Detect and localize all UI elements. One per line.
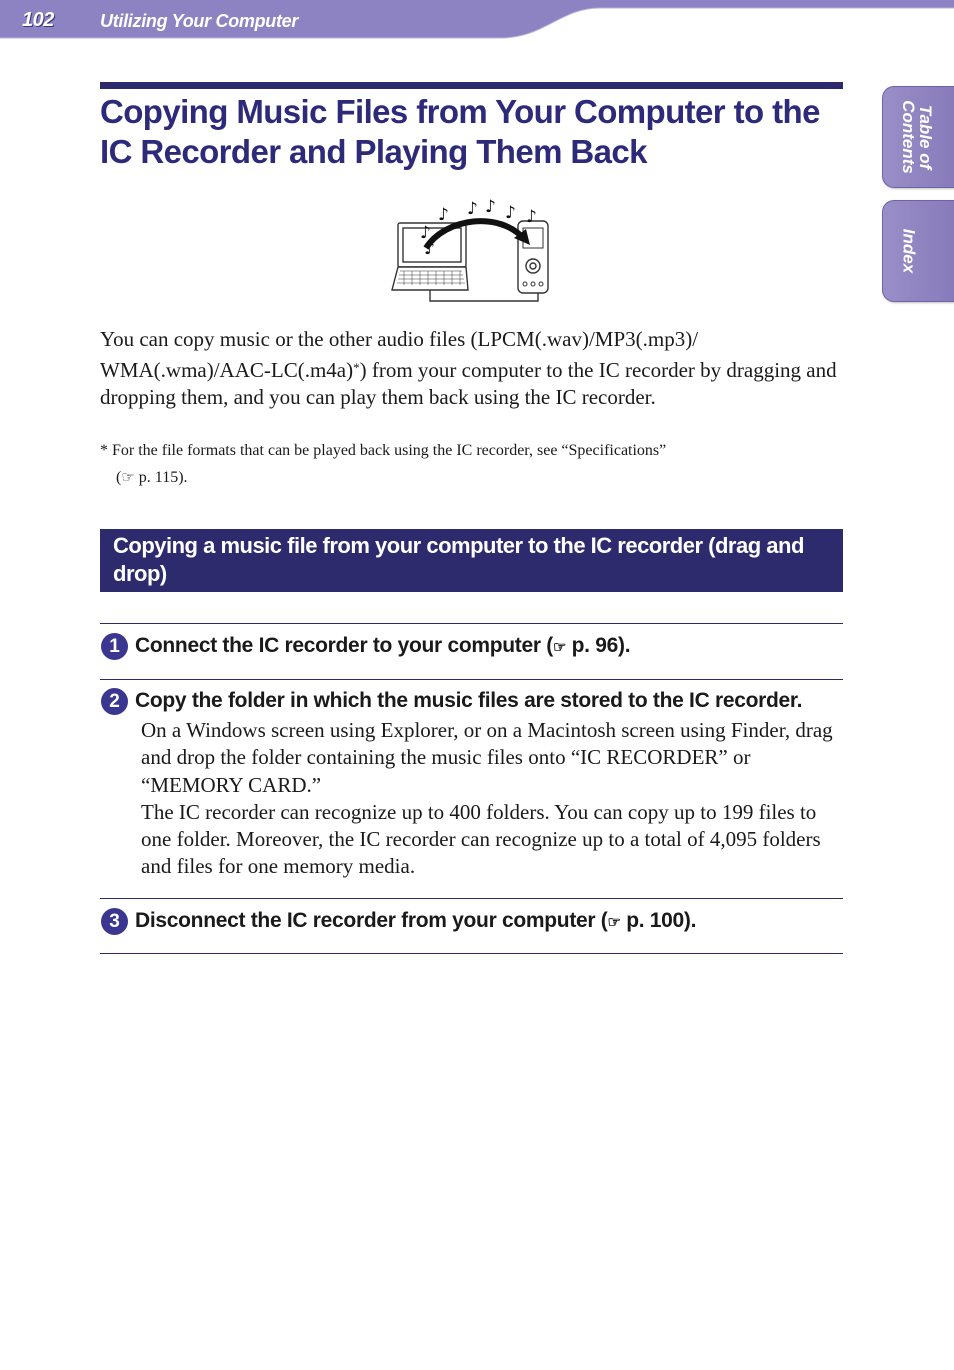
svg-text:♪: ♪ (424, 239, 435, 259)
page-number: 102 (22, 9, 54, 31)
page-title (100, 92, 843, 172)
step-divider (100, 623, 843, 624)
index-tab-label: Index (899, 228, 919, 274)
page-title-line2: IC Recorder and Playing Them Back (100, 133, 647, 170)
step-number-3: 3 (101, 908, 128, 935)
intro-paragraph: You can copy music or the other audio files (LPCM(.wav)/MP3(.mp3)/ WMA(.wma)/AAC-LC(.m4a)*) from your computer to the IC recorder by dragging and dropping them, and you can play them back using the IC recorder. (100, 327, 837, 409)
reference-hand-icon: ☞ (552, 639, 567, 656)
title-rule (100, 82, 843, 89)
section-heading-bar (100, 529, 843, 592)
index-tab[interactable] (882, 200, 954, 302)
step-3-title: Disconnect the IC recorder from your computer (☞ p. 100). (135, 909, 697, 932)
svg-text:♪: ♪ (505, 203, 516, 223)
svg-text:♪: ♪ (526, 207, 537, 227)
step-divider (100, 679, 843, 680)
page-title-line1: Copying Music Files from Your Computer to the (100, 93, 820, 130)
svg-text:♪: ♪ (467, 199, 478, 219)
step-2-paragraph-2: The IC recorder can recognize up to 400 folders. You can copy up to 199 files to one folder. Moreover, the IC recorder can recognize up to a total of 4,095 folders and files for one memory media. (141, 799, 821, 879)
reference-hand-icon: ☞ (121, 470, 135, 486)
step-1-page-link[interactable]: p. 96). (566, 634, 631, 657)
step-1-title: Connect the IC recorder to your computer (☞ p. 96). (135, 634, 631, 657)
toc-tab-label: Table of Contents (899, 100, 935, 174)
step-2-paragraph-1: On a Windows screen using Explorer, or on a Macintosh screen using Finder, drag and drop the folder containing the music files onto “IC RECORDER” or “MEMORY CARD.” (141, 718, 833, 797)
svg-text:♪: ♪ (420, 223, 431, 243)
page-header (0, 0, 954, 40)
step-2-body (141, 717, 841, 881)
step-divider (100, 953, 843, 954)
step-number-2: 2 (101, 688, 128, 715)
footnote-text: For the file formats that can be played back using the IC recorder, see “Specifications” (112, 442, 667, 459)
footnote: * For the file formats that can be played back using the IC recorder, see “Specifications” (☞ p. 115). (100, 442, 667, 486)
section-heading: Copying a music file from your computer to the IC recorder (drag and drop) (113, 533, 804, 586)
step-divider (100, 898, 843, 899)
table-of-contents-tab[interactable] (882, 86, 954, 188)
step-3-page-link[interactable]: p. 100). (620, 909, 697, 932)
footnote-marker: * (353, 359, 360, 375)
step-2-title: Copy the folder in which the music files are stored to the IC recorder. (135, 689, 803, 712)
copy-illustration (390, 198, 560, 308)
reference-hand-icon: ☞ (607, 914, 621, 931)
svg-text:♪: ♪ (438, 205, 449, 225)
step-number-1: 1 (101, 633, 128, 660)
svg-text:♪: ♪ (485, 198, 496, 217)
footnote-page-link[interactable]: p. 115). (134, 469, 188, 486)
section-name: Utilizing Your Computer (100, 11, 299, 31)
